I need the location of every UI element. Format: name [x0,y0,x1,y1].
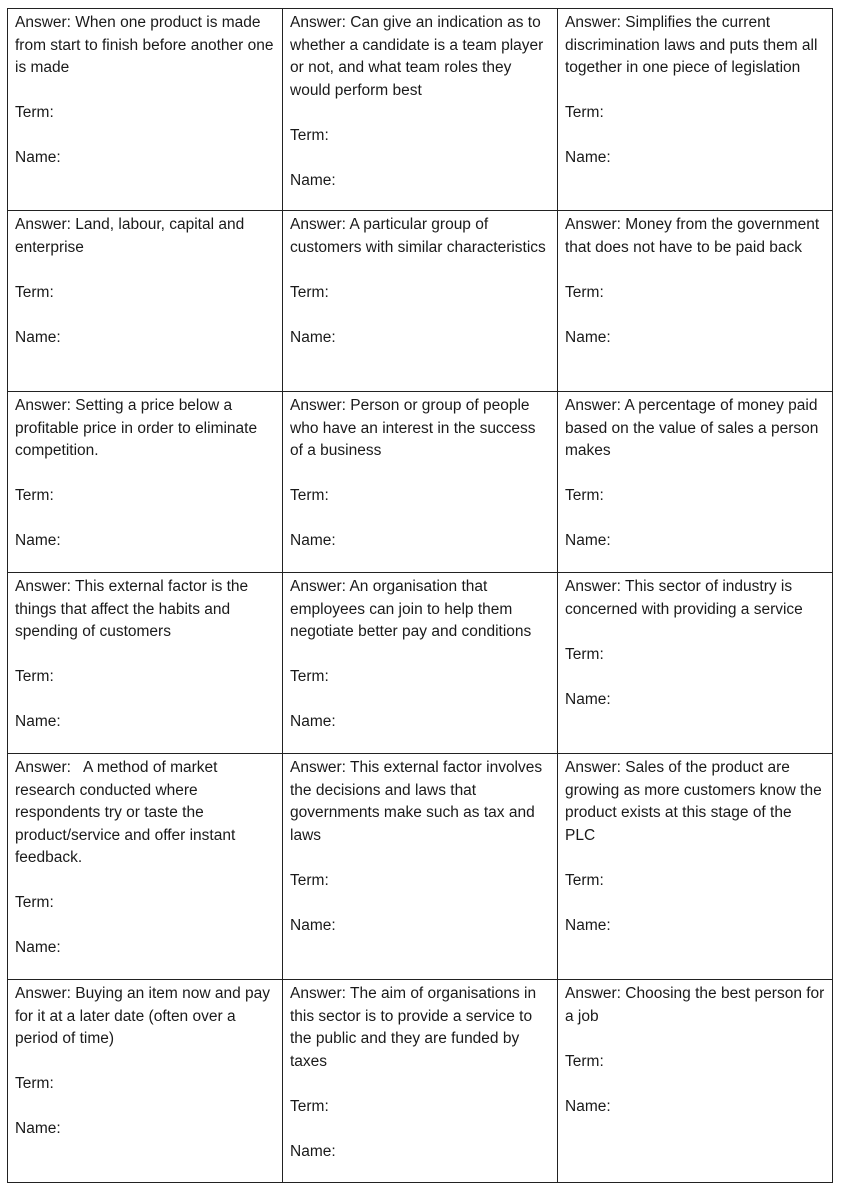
answer-text: Answer: Buying an item now and pay for it at a later date (often over a period of time) [15,985,275,1047]
card-row-1 [8,9,833,211]
term-label: Term: [565,283,604,301]
term-label: Term: [15,668,54,685]
card-cell [558,573,833,754]
answer-text: Answer: Money from the government that does not have to be paid back [565,216,824,256]
answer-text: Answer: A particular group of customers with similar characteristics [290,216,546,256]
card-cell [283,754,558,980]
name-label: Name: [290,171,336,189]
term-label: Term: [15,894,54,911]
term-label: Term: [565,487,604,504]
name-label: Name: [15,939,61,956]
card-cell [283,573,558,754]
card-row-5 [8,754,833,980]
term-label: Term: [290,126,329,144]
card-cell [283,9,558,211]
name-label: Name: [290,328,336,346]
card-cell [8,980,283,1183]
card-cell [8,754,283,980]
name-label: Name: [565,532,611,549]
term-label: Term: [15,283,54,301]
answer-text: Answer: This external factor is the things that affect the habits and spending of customers [15,578,253,640]
name-label: Name: [15,713,61,730]
answer-text: Answer: When one product is made from start to finish before another one is made [15,14,278,76]
term-label: Term: [15,487,54,504]
answer-text: Answer: Can give an indication as to whether a candidate is a team player or not, and what team roles they would perform best [290,14,548,99]
card-cell [558,211,833,392]
term-label: Term: [290,871,329,889]
name-label: Name: [290,1142,336,1160]
term-label: Term: [290,487,329,504]
card-row-3 [8,392,833,573]
card-row-4 [8,573,833,754]
answer-text: Answer: An organisation that employees can join to help them negotiate better pay and conditions [290,578,532,640]
answer-text: Answer: Person or group of people who have an interest in the success of a business [290,397,540,459]
card-cell [558,754,833,980]
card-cell [558,9,833,211]
term-label: Term: [290,1097,329,1115]
card-cell [283,211,558,392]
answer-text: Answer: Simplifies the current discrimination laws and puts them all together in one piece of legislation [565,14,822,76]
term-label: Term: [15,104,54,121]
card-row-6 [8,980,833,1183]
name-label: Name: [15,149,61,166]
card-cell [8,573,283,754]
card-cell [283,392,558,573]
answer-text: Answer: The aim of organisations in this sector is to provide a service to the public and they are funded by taxes [290,985,541,1070]
answer-text: Answer: This sector of industry is concerned with providing a service [565,578,803,618]
card-cell [8,9,283,211]
card-cell [558,392,833,573]
term-label: Term: [565,871,604,889]
answer-text: Answer: Land, labour, capital and enterprise [15,216,249,256]
card-cell [558,980,833,1183]
answer-text: Answer: A percentage of money paid based on the value of sales a person makes [565,397,823,459]
name-label: Name: [290,713,336,730]
name-label: Name: [565,690,611,708]
answer-text: Answer: Setting a price below a profitable price in order to eliminate competition. [15,397,262,459]
name-label: Name: [565,328,611,346]
answer-text: Answer: Sales of the product are growing as more customers know the product exists at this stage of the PLC [565,759,827,844]
answer-text: Answer: A method of market research conducted where respondents try or taste the product/service and offer instant feedback. [15,759,240,866]
term-label: Term: [565,645,604,663]
card-cell [283,980,558,1183]
answer-text: Answer: Choosing the best person for a job [565,985,829,1025]
name-label: Name: [15,328,61,346]
name-label: Name: [565,916,611,934]
term-label: Term: [290,668,329,685]
name-label: Name: [15,1120,61,1137]
card-cell [8,211,283,392]
term-label: Term: [565,1052,604,1070]
name-label: Name: [565,1097,611,1115]
card-grid [7,8,833,1183]
term-label: Term: [290,283,329,301]
name-label: Name: [15,532,61,549]
answer-text: Answer: This external factor involves the decisions and laws that governments make such as tax and laws [290,759,547,844]
term-label: Term: [15,1075,54,1092]
name-label: Name: [565,149,611,166]
card-cell [8,392,283,573]
card-row-2 [8,211,833,392]
name-label: Name: [290,532,336,549]
name-label: Name: [290,916,336,934]
term-label: Term: [565,104,604,121]
